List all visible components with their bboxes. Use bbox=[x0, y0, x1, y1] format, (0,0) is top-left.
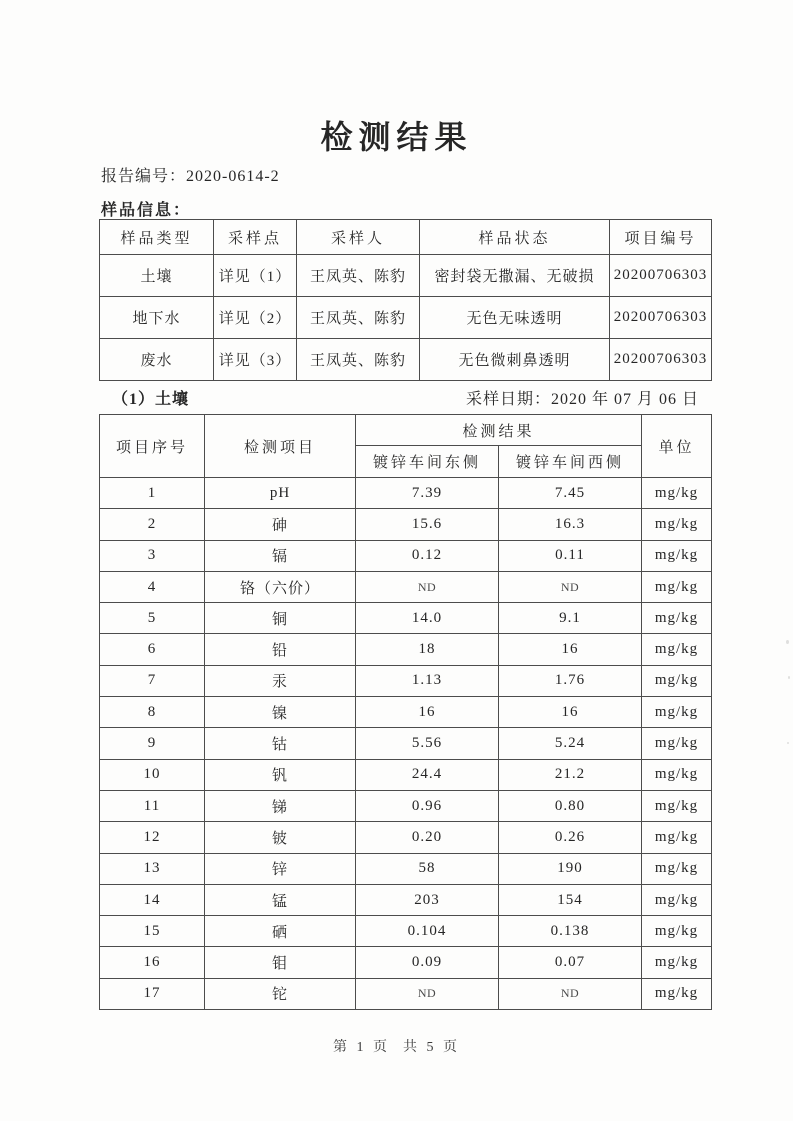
page-title: 检测结果 bbox=[320, 119, 473, 155]
unit-cell: mg/kg bbox=[642, 759, 712, 790]
col-test-item: 检测项目 bbox=[205, 415, 356, 478]
east-result-cell: 7.39 bbox=[356, 478, 499, 509]
test-item-cell: 钴 bbox=[205, 728, 356, 759]
result-row bbox=[100, 790, 712, 821]
west-result-cell: 0.80 bbox=[499, 790, 642, 821]
result-row bbox=[100, 697, 712, 728]
sample-type-cell: 废水 bbox=[100, 339, 214, 381]
unit-cell: mg/kg bbox=[642, 509, 712, 540]
test-item-cell: 钒 bbox=[205, 759, 356, 790]
test-item-cell: pH bbox=[205, 478, 356, 509]
result-row bbox=[100, 540, 712, 571]
east-result-cell: 16 bbox=[356, 697, 499, 728]
west-result-cell: 5.24 bbox=[499, 728, 642, 759]
east-result-cell: 14.0 bbox=[356, 603, 499, 634]
sample-info-heading: 样品信息： bbox=[101, 202, 192, 219]
item-no-cell: 8 bbox=[100, 697, 205, 728]
item-no-cell: 9 bbox=[100, 728, 205, 759]
item-no-cell: 12 bbox=[100, 822, 205, 853]
report-number-label: 报告编号： bbox=[101, 168, 187, 185]
item-no-cell: 7 bbox=[100, 665, 205, 696]
unit-cell: mg/kg bbox=[642, 978, 712, 1009]
result-row bbox=[100, 571, 712, 602]
project-number-cell: 20200706303 bbox=[610, 339, 712, 381]
soil-section-heading: （1）土壤 bbox=[112, 391, 190, 408]
west-result-cell: 16.3 bbox=[499, 509, 642, 540]
item-no-cell: 16 bbox=[100, 947, 205, 978]
project-number-cell: 20200706303 bbox=[610, 255, 712, 297]
item-no-cell: 17 bbox=[100, 978, 205, 1009]
col-result-west: 镀锌车间西侧 bbox=[499, 446, 642, 478]
west-result-cell: 21.2 bbox=[499, 759, 642, 790]
sample-row bbox=[100, 339, 712, 381]
west-result-cell: 190 bbox=[499, 853, 642, 884]
unit-cell: mg/kg bbox=[642, 822, 712, 853]
west-result-cell: 7.45 bbox=[499, 478, 642, 509]
item-no-cell: 5 bbox=[100, 603, 205, 634]
report-number-value: 2020-0614-2 bbox=[186, 168, 280, 185]
item-no-cell: 3 bbox=[100, 540, 205, 571]
col-item-no: 项目序号 bbox=[100, 415, 205, 478]
unit-cell: mg/kg bbox=[642, 571, 712, 602]
sample-status-cell: 密封袋无撒漏、无破损 bbox=[420, 255, 610, 297]
result-row bbox=[100, 478, 712, 509]
col-result-east: 镀锌车间东侧 bbox=[356, 446, 499, 478]
sampling-point-cell: 详见（2） bbox=[214, 297, 297, 339]
sampler-cell: 王凤英、陈豹 bbox=[297, 339, 420, 381]
sample-info-header-row bbox=[100, 220, 712, 255]
test-item-cell: 铜 bbox=[205, 603, 356, 634]
test-item-cell: 砷 bbox=[205, 509, 356, 540]
west-result-cell: ND bbox=[499, 978, 642, 1009]
result-row bbox=[100, 509, 712, 540]
item-no-cell: 4 bbox=[100, 571, 205, 602]
test-item-cell: 锑 bbox=[205, 790, 356, 821]
east-result-cell: 1.13 bbox=[356, 665, 499, 696]
scan-speck bbox=[788, 676, 790, 679]
item-no-cell: 15 bbox=[100, 916, 205, 947]
result-row bbox=[100, 978, 712, 1009]
item-no-cell: 11 bbox=[100, 790, 205, 821]
east-result-cell: 5.56 bbox=[356, 728, 499, 759]
east-result-cell: ND bbox=[356, 978, 499, 1009]
west-result-cell: 0.07 bbox=[499, 947, 642, 978]
item-no-cell: 1 bbox=[100, 478, 205, 509]
result-row bbox=[100, 884, 712, 915]
west-result-cell: 1.76 bbox=[499, 665, 642, 696]
sample-info-table bbox=[99, 219, 712, 381]
unit-cell: mg/kg bbox=[642, 947, 712, 978]
west-result-cell: 0.11 bbox=[499, 540, 642, 571]
unit-cell: mg/kg bbox=[642, 665, 712, 696]
report-number-line bbox=[101, 163, 280, 186]
east-result-cell: 203 bbox=[356, 884, 499, 915]
test-item-cell: 镍 bbox=[205, 697, 356, 728]
sampling-point-cell: 详见（1） bbox=[214, 255, 297, 297]
item-no-cell: 6 bbox=[100, 634, 205, 665]
soil-section-line bbox=[99, 386, 711, 409]
test-item-cell: 铊 bbox=[205, 978, 356, 1009]
sample-type-cell: 地下水 bbox=[100, 297, 214, 339]
item-no-cell: 10 bbox=[100, 759, 205, 790]
east-result-cell: 0.09 bbox=[356, 947, 499, 978]
unit-cell: mg/kg bbox=[642, 634, 712, 665]
unit-cell: mg/kg bbox=[642, 603, 712, 634]
scan-speck bbox=[786, 640, 789, 644]
west-result-cell: 0.138 bbox=[499, 916, 642, 947]
unit-cell: mg/kg bbox=[642, 540, 712, 571]
unit-cell: mg/kg bbox=[642, 697, 712, 728]
unit-cell: mg/kg bbox=[642, 916, 712, 947]
item-no-cell: 13 bbox=[100, 853, 205, 884]
east-result-cell: 24.4 bbox=[356, 759, 499, 790]
east-result-cell: 58 bbox=[356, 853, 499, 884]
east-result-cell: 18 bbox=[356, 634, 499, 665]
sample-status-cell: 无色无味透明 bbox=[420, 297, 610, 339]
unit-cell: mg/kg bbox=[642, 478, 712, 509]
west-result-cell: ND bbox=[499, 571, 642, 602]
test-item-cell: 钼 bbox=[205, 947, 356, 978]
col-unit: 单位 bbox=[642, 415, 712, 478]
col-sampler: 采样人 bbox=[297, 220, 420, 255]
sample-type-cell: 土壤 bbox=[100, 255, 214, 297]
unit-cell: mg/kg bbox=[642, 884, 712, 915]
col-sampling-point: 采样点 bbox=[214, 220, 297, 255]
west-result-cell: 0.26 bbox=[499, 822, 642, 853]
test-item-cell: 镉 bbox=[205, 540, 356, 571]
east-result-cell: 0.12 bbox=[356, 540, 499, 571]
sample-status-cell: 无色微刺鼻透明 bbox=[420, 339, 610, 381]
test-item-cell: 铍 bbox=[205, 822, 356, 853]
page-footer: 第 1 页 共 5 页 bbox=[333, 1040, 460, 1055]
west-result-cell: 154 bbox=[499, 884, 642, 915]
east-result-cell: 0.96 bbox=[356, 790, 499, 821]
test-item-cell: 铬（六价） bbox=[205, 571, 356, 602]
test-item-cell: 汞 bbox=[205, 665, 356, 696]
item-no-cell: 14 bbox=[100, 884, 205, 915]
east-result-cell: 0.20 bbox=[356, 822, 499, 853]
sampling-point-cell: 详见（3） bbox=[214, 339, 297, 381]
unit-cell: mg/kg bbox=[642, 853, 712, 884]
result-row bbox=[100, 916, 712, 947]
sample-row bbox=[100, 255, 712, 297]
result-row bbox=[100, 603, 712, 634]
col-sample-type: 样品类型 bbox=[100, 220, 214, 255]
col-sample-status: 样品状态 bbox=[420, 220, 610, 255]
unit-cell: mg/kg bbox=[642, 790, 712, 821]
test-item-cell: 锰 bbox=[205, 884, 356, 915]
item-no-cell: 2 bbox=[100, 509, 205, 540]
west-result-cell: 16 bbox=[499, 634, 642, 665]
project-number-cell: 20200706303 bbox=[610, 297, 712, 339]
west-result-cell: 9.1 bbox=[499, 603, 642, 634]
sampling-date: 采样日期：2020 年 07 月 06 日 bbox=[465, 391, 699, 408]
result-row bbox=[100, 634, 712, 665]
col-project-number: 项目编号 bbox=[610, 220, 712, 255]
result-row bbox=[100, 853, 712, 884]
results-header-row-1 bbox=[100, 415, 712, 446]
east-result-cell: ND bbox=[356, 571, 499, 602]
west-result-cell: 16 bbox=[499, 697, 642, 728]
result-row bbox=[100, 665, 712, 696]
east-result-cell: 15.6 bbox=[356, 509, 499, 540]
result-row bbox=[100, 759, 712, 790]
unit-cell: mg/kg bbox=[642, 728, 712, 759]
result-row bbox=[100, 822, 712, 853]
test-item-cell: 锌 bbox=[205, 853, 356, 884]
scan-speck bbox=[787, 742, 789, 744]
sampler-cell: 王凤英、陈豹 bbox=[297, 297, 420, 339]
sampler-cell: 王凤英、陈豹 bbox=[297, 255, 420, 297]
result-row bbox=[100, 728, 712, 759]
east-result-cell: 0.104 bbox=[356, 916, 499, 947]
soil-results-table bbox=[99, 414, 712, 1010]
test-item-cell: 铅 bbox=[205, 634, 356, 665]
sample-row bbox=[100, 297, 712, 339]
test-item-cell: 硒 bbox=[205, 916, 356, 947]
result-row bbox=[100, 947, 712, 978]
col-result-group: 检测结果 bbox=[356, 415, 642, 446]
